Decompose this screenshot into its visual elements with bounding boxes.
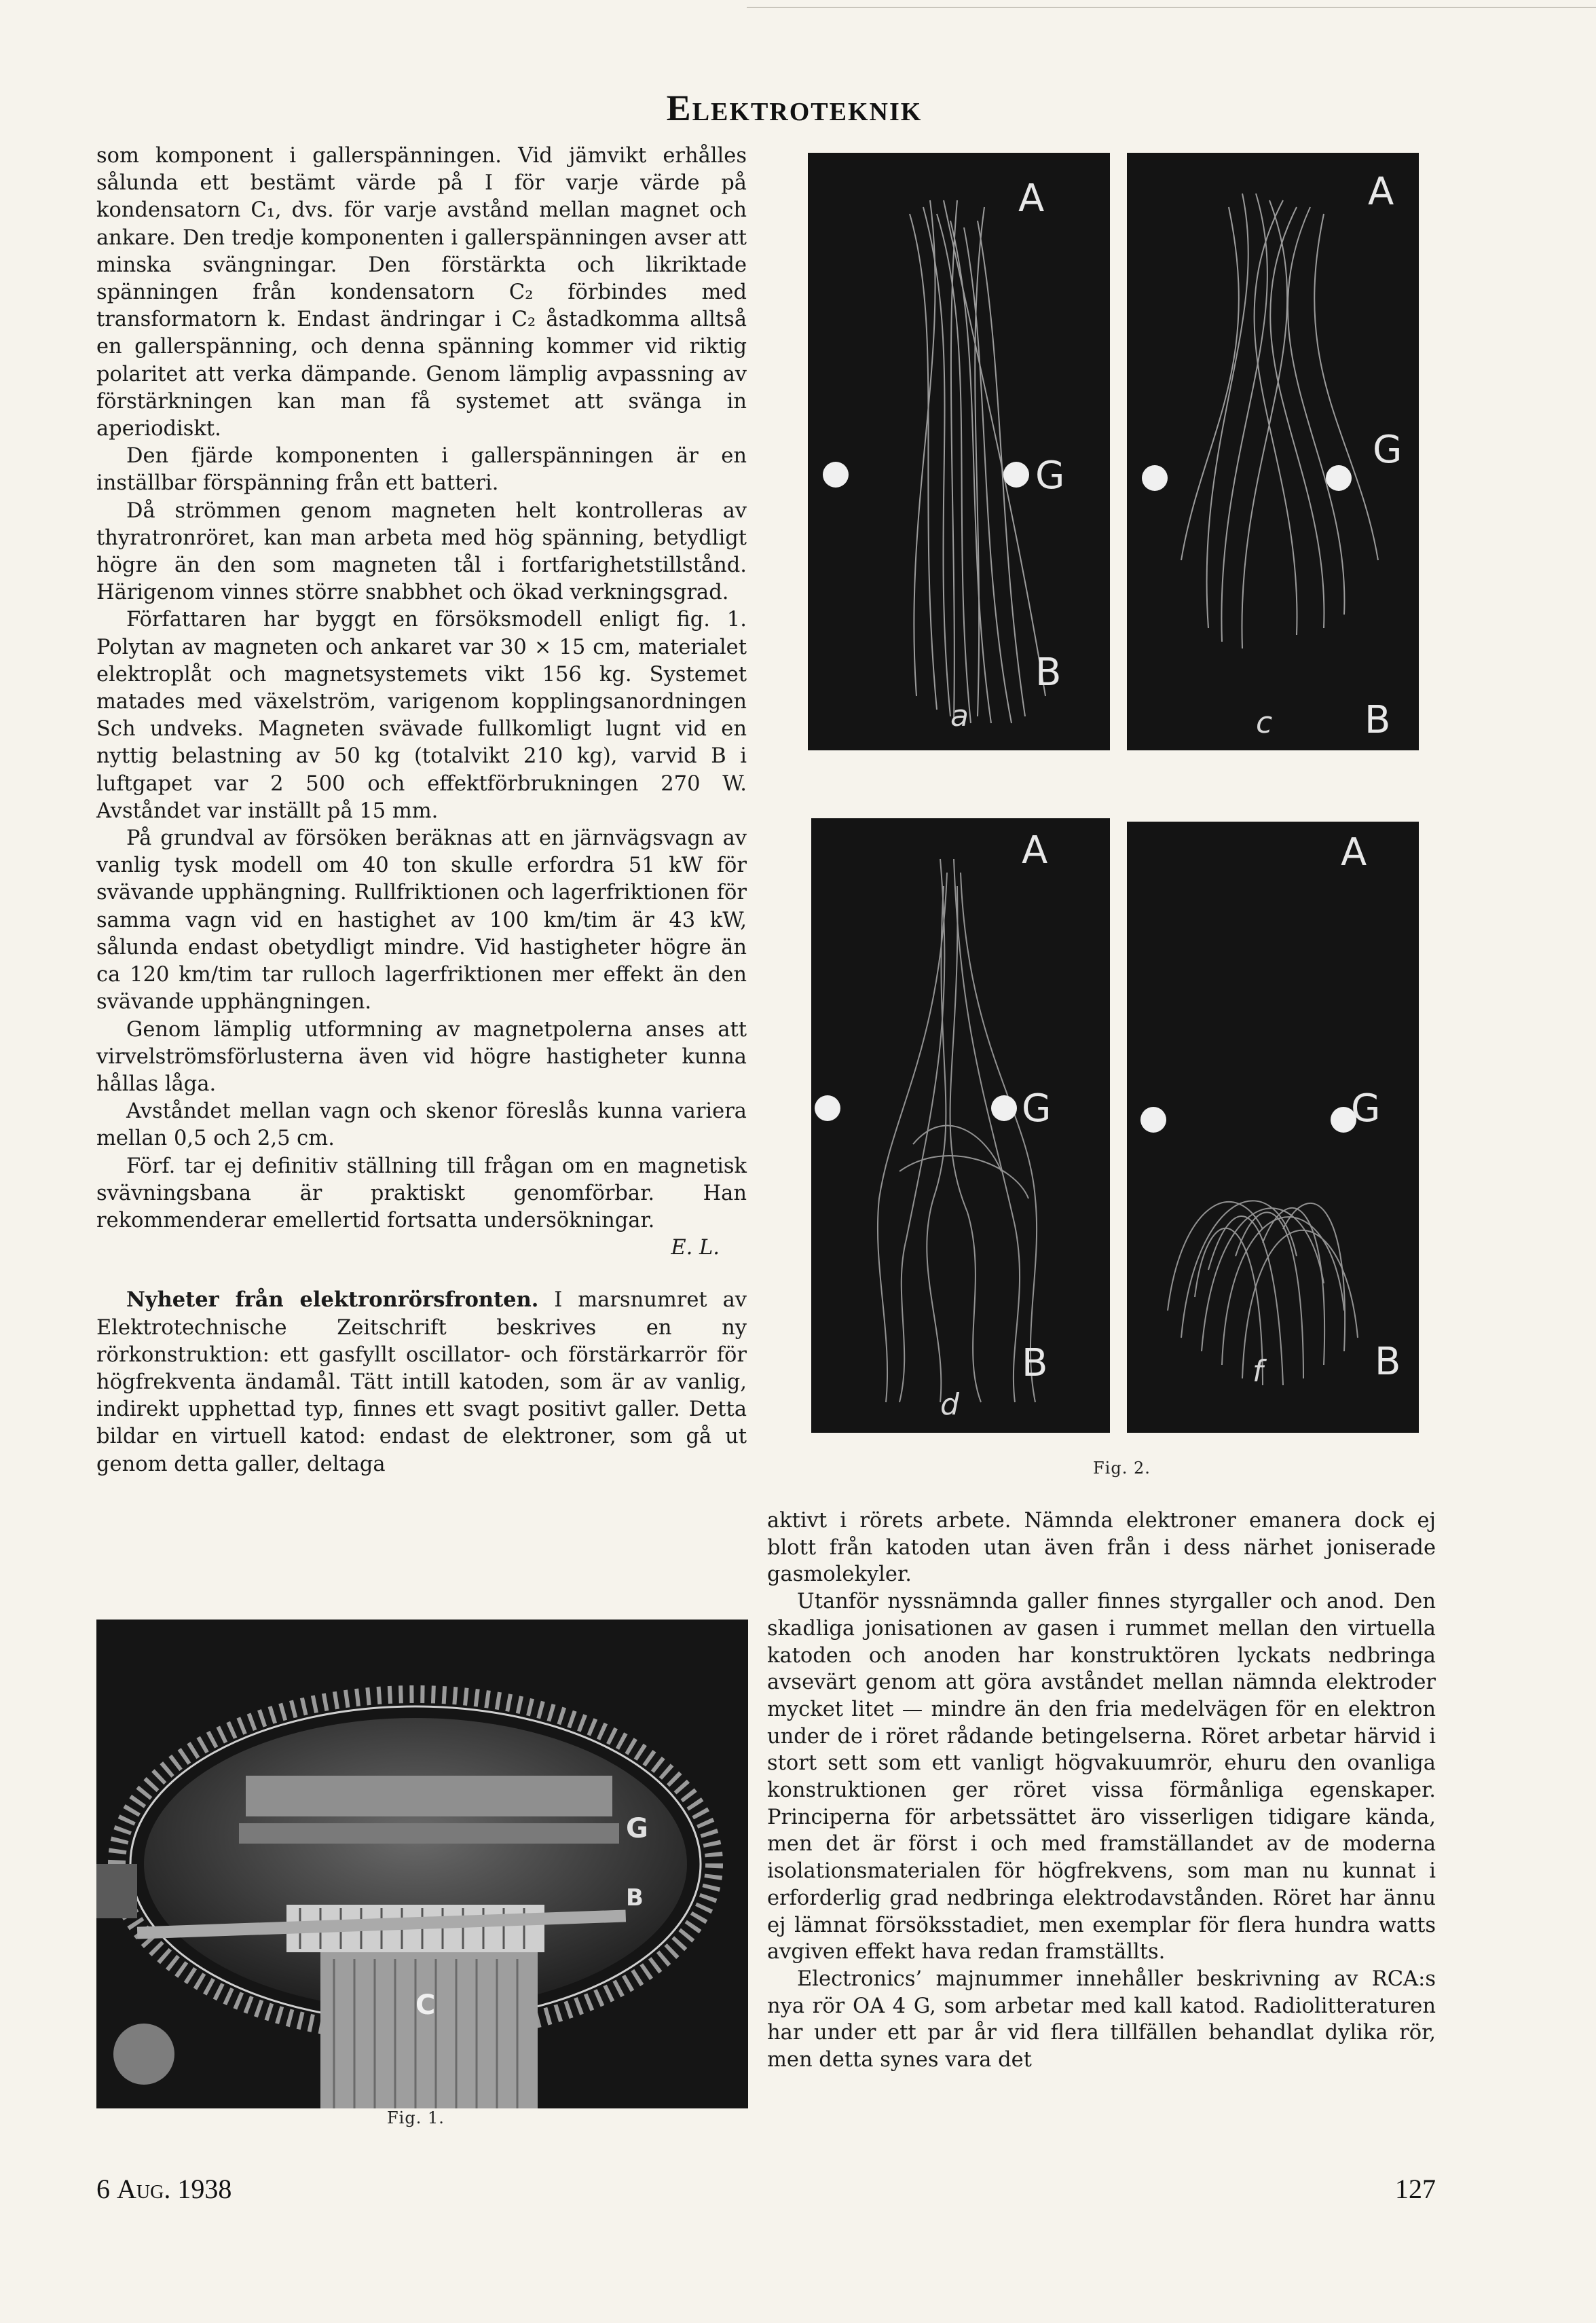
label-g: G [626, 1813, 648, 1844]
issue-date [96, 2173, 231, 2205]
fig2-caption: Fig. 2. [1093, 1459, 1151, 1478]
dot-left [1142, 465, 1168, 491]
electron-trace-image [811, 818, 1110, 1433]
label-g: G [1351, 1086, 1381, 1131]
paragraph: Förf. tar ej definitiv ställning till frågan om en magnetisk svävningsbana är praktiskt genomförbar. Han rekommenderar emellertid fortsatta undersökningar. [96, 1154, 747, 1232]
paragraph: Genom lämplig utformning av magnetpolerna anses att virvelströmsförlusterna även vid högre hastigheter kunna hållas låga. [96, 1017, 747, 1096]
paragraph: På grundval av försöken beräknas att en järnvägsvagn av vanlig tysk modell om 40 ton skulle erfordra 51 kW för svävande upphängning. Rullfriktionen och lagerfriktionen för samma vagn vid en hastighet av 100 km/tim är 43 kW, sålunda endast obetydligt mindre. Vid hastigheter högre än ca 120 km/tim tar rulloch lagerfriktionen mer effekt än den svävande upphängningen. [96, 826, 747, 1014]
paragraph: Författaren har byggt en försöksmodell enligt fig. 1. Polytan av magneten och ankaret var 30 × 15 cm, materialet elektroplåt och magnetsystemets vikt 156 kg. Systemet matades med växelström, varigenom kopplingsanordningen Sch undveks. Magneten svävade fullkomligt lugnt vid en nyttig belastning av 50 kg (totalvikt 210 kg), varvid B i luftgapet var 2 500 och effektförbrukningen 270 W. Avståndet var inställt på 15 mm. [96, 608, 747, 823]
fig2-panel-c [1127, 153, 1419, 750]
news-paragraph [96, 1286, 747, 1478]
paragraph: Electronics’ majnummer innehåller beskrivning av RCA:s nya rör OA 4 G, som arbetar med kall katod. Radiolitteraturen har under ett par år vid flera tillfällen behandlat dylika rör, men detta synes vara det [767, 1967, 1436, 2072]
fig2-panel-f [1127, 822, 1419, 1433]
panel-tag: a [950, 699, 969, 733]
running-head: Elektroteknik [666, 88, 923, 128]
right-column [767, 1507, 1436, 2074]
dot-left [815, 1095, 840, 1121]
fig2-panel-d [811, 818, 1110, 1433]
label-c: C [415, 1990, 436, 2021]
levitation-model-image [96, 1620, 748, 2108]
paragraph: Avståndet mellan vagn och skenor föreslås kunna variera mellan 0,5 och 2,5 cm. [96, 1099, 747, 1151]
label-b: B [626, 1884, 644, 1912]
news-text: I marsnumret av Elektrotechnische Zeitschrift beskrives en ny rörkonstruktion: ett gasfyllt oscillator- och förstärkarrör för högfrekventa ändamål. Tätt intill katoden, som är av vanlig, indirekt upphettad typ, finnes ett svagt positivt galler. Detta bildar en virtuell katod: endast de elektroner, som gå ut genom detta galler, deltaga [96, 1288, 747, 1476]
fig2-panel-a [808, 153, 1110, 750]
electron-trace-image [808, 153, 1110, 750]
dot-right [1003, 462, 1029, 488]
header-rule [747, 7, 1596, 8]
left-column [96, 143, 747, 1478]
label-a: A [1018, 177, 1045, 221]
label-b: B [1365, 698, 1391, 742]
dot-left [823, 462, 849, 488]
label-a: A [1341, 830, 1367, 875]
label-g: G [1373, 428, 1403, 472]
date-day: 6 [96, 2174, 110, 2204]
label-g: G [1035, 454, 1065, 498]
dot-right [991, 1095, 1017, 1121]
paragraph: Då strömmen genom magneten helt kontrolleras av thyratronröret, kan man arbeta med hög spänning, betydligt högre än den som magneten tål i fortfarighetstillstånd. Härigenom vinnes större snabbhet och ökad verkningsgrad. [96, 498, 747, 605]
fig1-caption: Fig. 1. [387, 2108, 445, 2127]
panel-tag: f [1252, 1354, 1263, 1389]
author-signature: E. L. [671, 1236, 720, 1260]
label-a: A [1022, 828, 1048, 873]
paragraph: Den fjärde komponenten i gallerspänningen är en inställbar förspänning från ett batteri. [96, 444, 747, 496]
label-g: G [1022, 1086, 1052, 1131]
date-month: Aug. [117, 2174, 171, 2204]
label-b: B [1035, 651, 1062, 695]
label-a: A [1368, 170, 1394, 214]
page-number: 127 [1395, 2174, 1436, 2204]
panel-tag: d [940, 1387, 959, 1422]
panel-tag: c [1256, 706, 1273, 740]
dot-right [1326, 465, 1352, 491]
fig1-photo [96, 1620, 748, 2108]
paragraph: aktivt i rörets arbete. Nämnda elektroner emanera dock ej blott från katoden utan även från i dess närhet joniserade gasmolekyler. [767, 1509, 1436, 1587]
label-b: B [1375, 1340, 1401, 1384]
paragraph: som komponent i gallerspänningen. Vid jämvikt erhålles sålunda ett bestämt värde på I för varje värde på kondensatorn C₁, dvs. för varje avstånd mellan magnet och ankare. Den tredje komponenten i gallerspänningen avser att minska svängningar. Den förstärkta och likriktade spänningen från kondensatorn C₂ förbindes med transformatorn k. Endast ändringar i C₂ åstadkomma alltså en gallerspänning, och denna spänning kommer vid riktig polaritet att verka dämpande. Genom lämplig avpassning av förstärkningen kan man få systemet att svänga in aperiodiskt. [96, 144, 747, 441]
label-b: B [1022, 1341, 1048, 1385]
paragraph: Utanför nyssnämnda galler finnes styrgaller och anod. Den skadliga jonisationen av gasen i rummet mellan den virtuella katoden och anoden har konstruktören lyckats nedbringa avsevärt genom att göra avståndet mellan nämnda elektroder mycket litet — mindre än den fria medelvägen för en elektron under de i röret rådande betingelserna. Röret arbetar härvid i stort sett som ett vanligt högvakuumrör, ehuru den ovanliga konstruktionen ger röret vissa förmånliga egenskaper. Principerna för arbetssättet äro visserligen tidigare kända, men det är först i och med framställandet av de moderna isolationsmaterialen för högfrekvens, som man nu kunnat i erforderlig grad nedbringa elektrodavstånden. Röret har ännu ej lämnat försöksstadiet, men exemplar för flera hundra watts avgiven effekt hava redan framställts. [767, 1590, 1436, 1964]
news-heading: Nyheter från elektronrörsfronten. [126, 1287, 539, 1313]
dot-left [1140, 1107, 1166, 1133]
date-year: 1938 [177, 2174, 232, 2204]
